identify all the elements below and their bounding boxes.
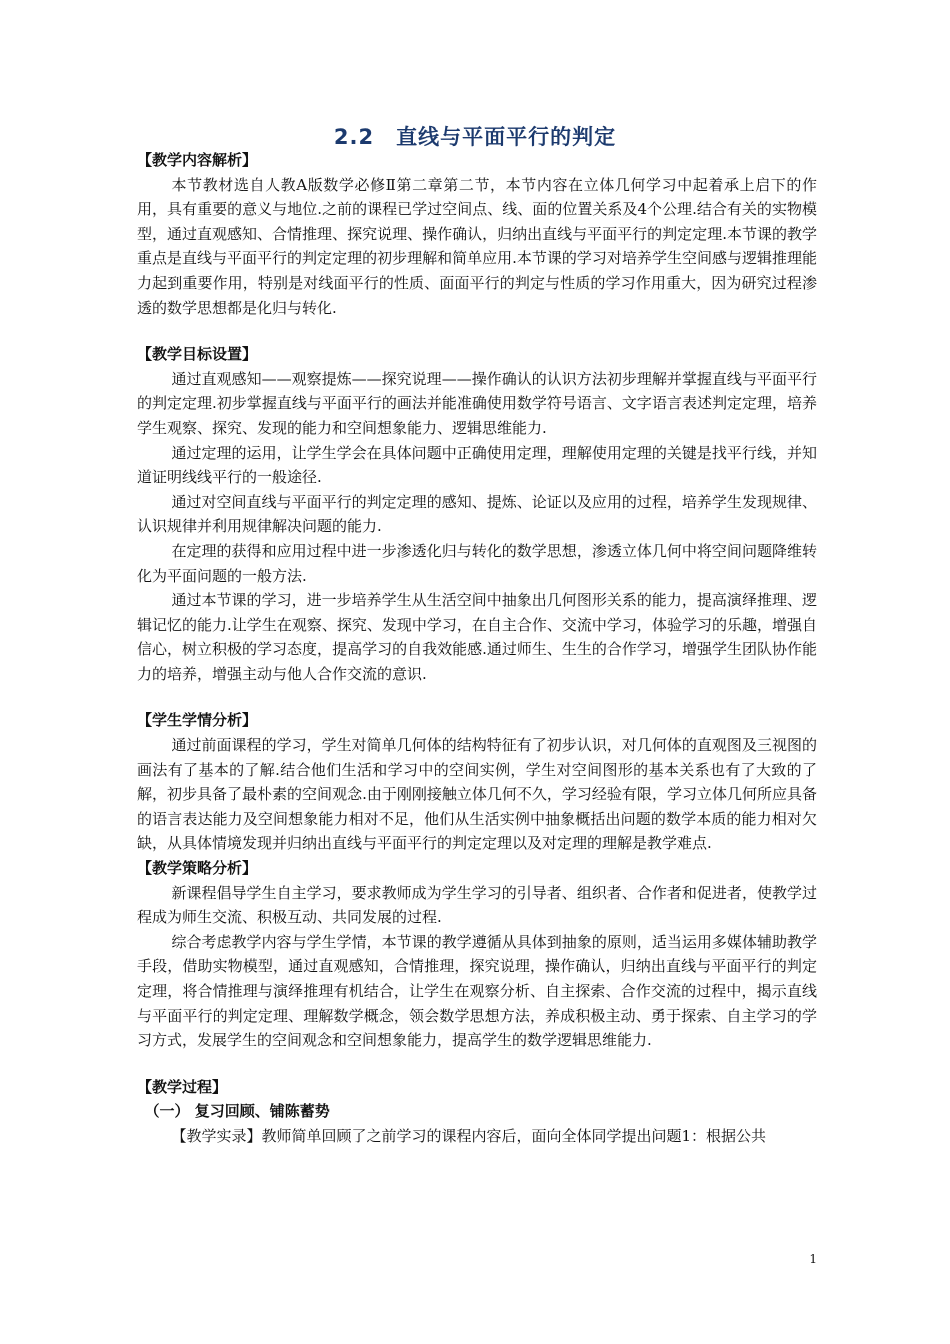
section-heading-process: 【教学过程】 bbox=[137, 1077, 228, 1096]
paragraph: 本节教材选自人教A版数学必修Ⅱ第二章第二节，本节内容在立体几何学习中起着承上启下的作用，具有重要的意义与地位.之前的课程已学过空间点、线、面的位置关系及4个公理.结合有关的实物模型，通过直观感知、合情推理、探究说理、操作确认，归纳出直线与平面平行的判定定理.本节课的教学重点是直线与平面平行的判定定理的初步理解和简单应用.本节课的学习对培养学生空间感与逻辑推理能力起到重要作用，特别是对线面平行的性质、面面平行的判定与性质的学习作用重大，因为研究过程渗透的数学思想都是化归与转化. bbox=[137, 175, 817, 317]
paragraph: 【教学实录】教师简单回顾了之前学习的课程内容后，面向全体同学提出问题1：根据公共 bbox=[171, 1126, 767, 1145]
paragraph: 通过直观感知——观察提炼——探究说理——操作确认的认识方法初步理解并掌握直线与平面平行的判定定理.初步掌握直线与平面平行的画法并能准确使用数学符号语言、文字语言表述判定定理，培养学生观察、探究、发现的能力和空间想象能力、逻辑思维能力. bbox=[137, 369, 817, 437]
section-heading-student-analysis: 【学生学情分析】 bbox=[137, 711, 258, 730]
paragraph: 通过本节课的学习，进一步培养学生从生活空间中抽象出几何图形关系的能力，提高演绎推理、逻辑记忆的能力.让学生在观察、探究、发现中学习，在自主合作、交流中学习，体验学习的乐趣，增强自信心，树立积极的学习态度，提高学习的自我效能感.通过师生、生生的合作学习，增强学生团队协作能力的培养，增强主动与他人合作交流的意识. bbox=[137, 591, 817, 683]
paragraph: 通过定理的运用，让学生学会在具体问题中正确使用定理，理解使用定理的关键是找平行线，并知道证明线线平行的一般途径. bbox=[137, 443, 817, 487]
paragraph: 新课程倡导学生自主学习，要求教师成为学生学习的引导者、组织者、合作者和促进者，使教学过程成为师生交流、积极互动、共同发展的过程. bbox=[137, 883, 817, 927]
section-heading-content-analysis: 【教学内容解析】 bbox=[137, 151, 258, 169]
paragraph: 通过对空间直线与平面平行的判定定理的感知、提炼、论证以及应用的过程，培养学生发现规律、认识规律并利用规律解决问题的能力. bbox=[137, 492, 817, 536]
page-number-text: 1 bbox=[809, 1252, 817, 1266]
document-body bbox=[137, 148, 817, 1149]
page-number bbox=[0, 1252, 950, 1266]
document-title: 2.2 直线与平面平行的判定 bbox=[333, 125, 617, 149]
paragraph: 综合考虑教学内容与学生学情，本节课的教学遵循从具体到抽象的原则，适当运用多媒体辅助教学手段，借助实物模型，通过直观感知，合情推理，探究说理，操作确认，归纳出直线与平面平行的判定定理，将合情推理与演绎推理有机结合，让学生在观察分析、自主探索、合作交流的过程中，揭示直线与平面平行的判定定理、理解数学概念，领会数学思想方法，养成积极主动、勇于探索、自主学习的学习方式，发展学生的空间观念和空间想象能力，提高学生的数学逻辑思维能力. bbox=[137, 932, 817, 1050]
paragraph: 通过前面课程的学习，学生对简单几何体的结构特征有了初步认识，对几何体的直观图及三视图的画法有了基本的了解.结合他们生活和学习中的空间实例，学生对空间图形的基本关系也有了大致的了解，初步具备了最朴素的空间观念.由于刚刚接触立体几何不久，学习经验有限，学习立体几何所应具备的语言表达能力及空间想象能力相对不足，他们从生活实例中抽象概括出问题的数学本质的能力相对欠缺，从具体情境发现并归纳出直线与平面平行的判定定理以及对定理的理解是教学难点. bbox=[137, 736, 817, 853]
section-heading-objectives: 【教学目标设置】 bbox=[137, 345, 258, 364]
section-heading-strategy-analysis: 【教学策略分析】 bbox=[137, 859, 258, 878]
paragraph: 在定理的获得和应用过程中进一步渗透化归与转化的数学思想，渗透立体几何中将空间问题降维转化为平面问题的一般方法. bbox=[137, 541, 817, 585]
subsection-heading: （一） 复习回顾、铺陈蓄势 bbox=[144, 1102, 330, 1121]
